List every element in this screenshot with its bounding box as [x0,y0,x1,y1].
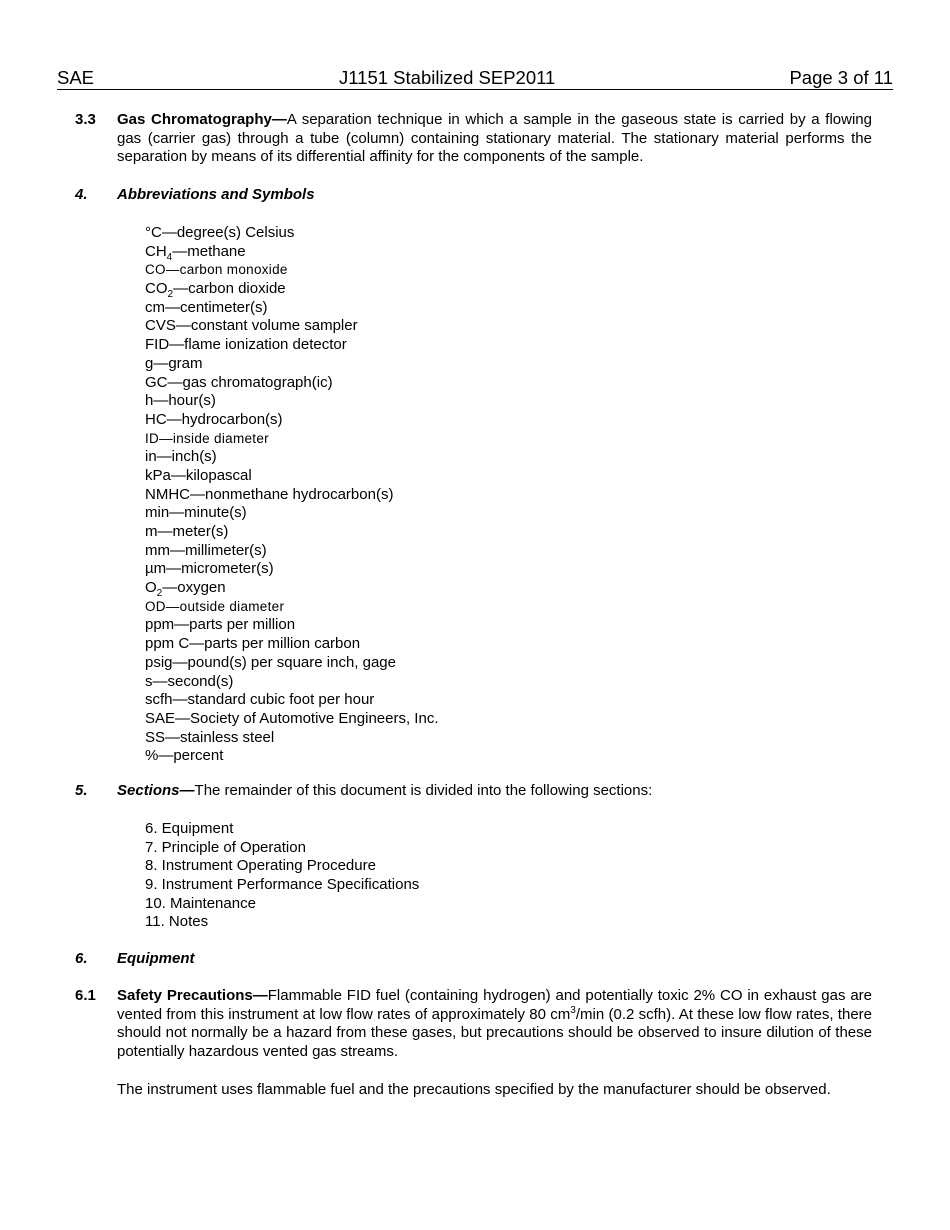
header-document-id: J1151 Stabilized SEP2011 [339,67,556,88]
section-list-item: 11. Notes [145,913,209,931]
abbreviation-item: °C—degree(s) Celsius [145,224,295,241]
section-list-item: 8. Instrument Operating Procedure [145,857,376,875]
section-6-1-term: Safety Precautions— [117,987,268,1004]
abbreviation-item: FID—flame ionization detector [145,336,347,354]
page-header [57,67,893,90]
section-list-item: 10. Maintenance [145,894,256,912]
section-6-1-paragraph [117,987,872,1062]
section-5-number: 5. [75,782,88,799]
section-6-title: Equipment [117,950,195,967]
abbreviation-item: scfh—standard cubic foot per hour [145,691,375,709]
section-6-1-text-a: Flammable FID fuel (containing hydrogen) and potentially toxic 2% CO in exhaust gas are vented from this instrument at low flow rates of approximately 80 cm [117,987,872,1023]
abbreviation-list [145,224,438,766]
abbr-co2: $CO_2—carbon$ dioxide [145,280,286,301]
section-4-number: 4. [75,186,88,203]
header-page-number: Page 3 of 11 [789,67,893,88]
abbreviation-item: NMHC—nonmethane hydrocarbon(s) [145,485,394,503]
abbreviation-item: SS—stainless steel [145,728,275,746]
abbreviation-item: psig—pound(s) per square inch, gage [145,653,396,671]
abbreviation-item: ID—inside diameter [145,430,269,446]
abbreviation-item [145,579,438,598]
abbreviation-item: CO—carbon monoxide [145,262,288,278]
header-org: SAE [57,67,95,88]
abbreviation-item: mm—millimeter(s) [145,541,267,559]
abbreviation-item: HC—hydrocarbon(s) [145,410,283,428]
section-list-item: 6. Equipment [145,820,234,837]
abbreviation-item: SAE—Society of Automotive Engineers, Inc. [145,709,439,727]
abbreviation-item: cm—centimeter(s) [145,298,268,316]
sections-list [145,820,419,932]
section-list-item: 7. Principle of Operation [145,838,306,856]
abbreviation-item: OD—outside diameter [145,598,285,614]
abbreviation-item: ppm C—parts per million carbon [145,635,361,653]
section-5-text: The remainder of this document is divided into the following sections: [194,782,653,799]
abbreviation-item: µm—micrometer(s) [145,560,274,578]
section-6-number: 6. [75,950,88,967]
abbreviation-item: GC—gas chromatograph(ic) [145,373,333,391]
superscript-3: 3 [570,1004,576,1016]
abbreviation-item: in—inch(s) [145,448,217,466]
abbr-ch4: $CH_4—methane$ [145,242,246,263]
abbreviation-item: h—hour(s) [145,392,216,410]
abbreviation-item: ppm—parts per million [145,616,296,634]
abbreviation-item: g—gram [145,354,203,372]
section-5-term: Sections— [117,782,195,799]
abbreviation-item [145,280,438,299]
abbreviation-item: min—minute(s) [145,504,247,522]
section-6-1-note: The instrument uses flammable fuel and the precautions specified by the manufacturer should be observed. [117,1081,831,1098]
abbreviation-item: %—percent [145,747,224,765]
section-3-3-text: A separation technique in which a sample in the gaseous state is carried by a flowing gas (carrier gas) through a tube (column) containing stationary material. The stationary material performs the separation by means of its differential affinity for the components of the sample. [117,111,872,166]
section-6-1-number: 6.1 [75,987,96,1004]
section-3-3-term: Gas Chromatography— [117,111,287,128]
section-3-3-paragraph [117,111,872,167]
section-6-1-text-b: /min (0.2 scfh). At these low flow rates, there should not normally be a hazard from these gases, but precautions should be observed to insure dilution of these potentially hazardous vented gas streams. [117,1005,872,1061]
section-list-item: 9. Instrument Performance Specifications [145,876,420,894]
section-5-paragraph [117,782,872,801]
abbr-o2: $O_2—oxygen$ [145,579,226,600]
abbreviation-item: s—second(s) [145,672,234,690]
section-3-3-number: 3.3 [75,111,96,128]
abbreviation-item: CVS—constant volume sampler [145,317,358,335]
abbreviation-item [145,243,438,262]
abbreviation-item: m—meter(s) [145,523,229,540]
abbreviation-item: kPa—kilopascal [145,466,252,484]
section-4-title: Abbreviations and Symbols [117,186,315,203]
